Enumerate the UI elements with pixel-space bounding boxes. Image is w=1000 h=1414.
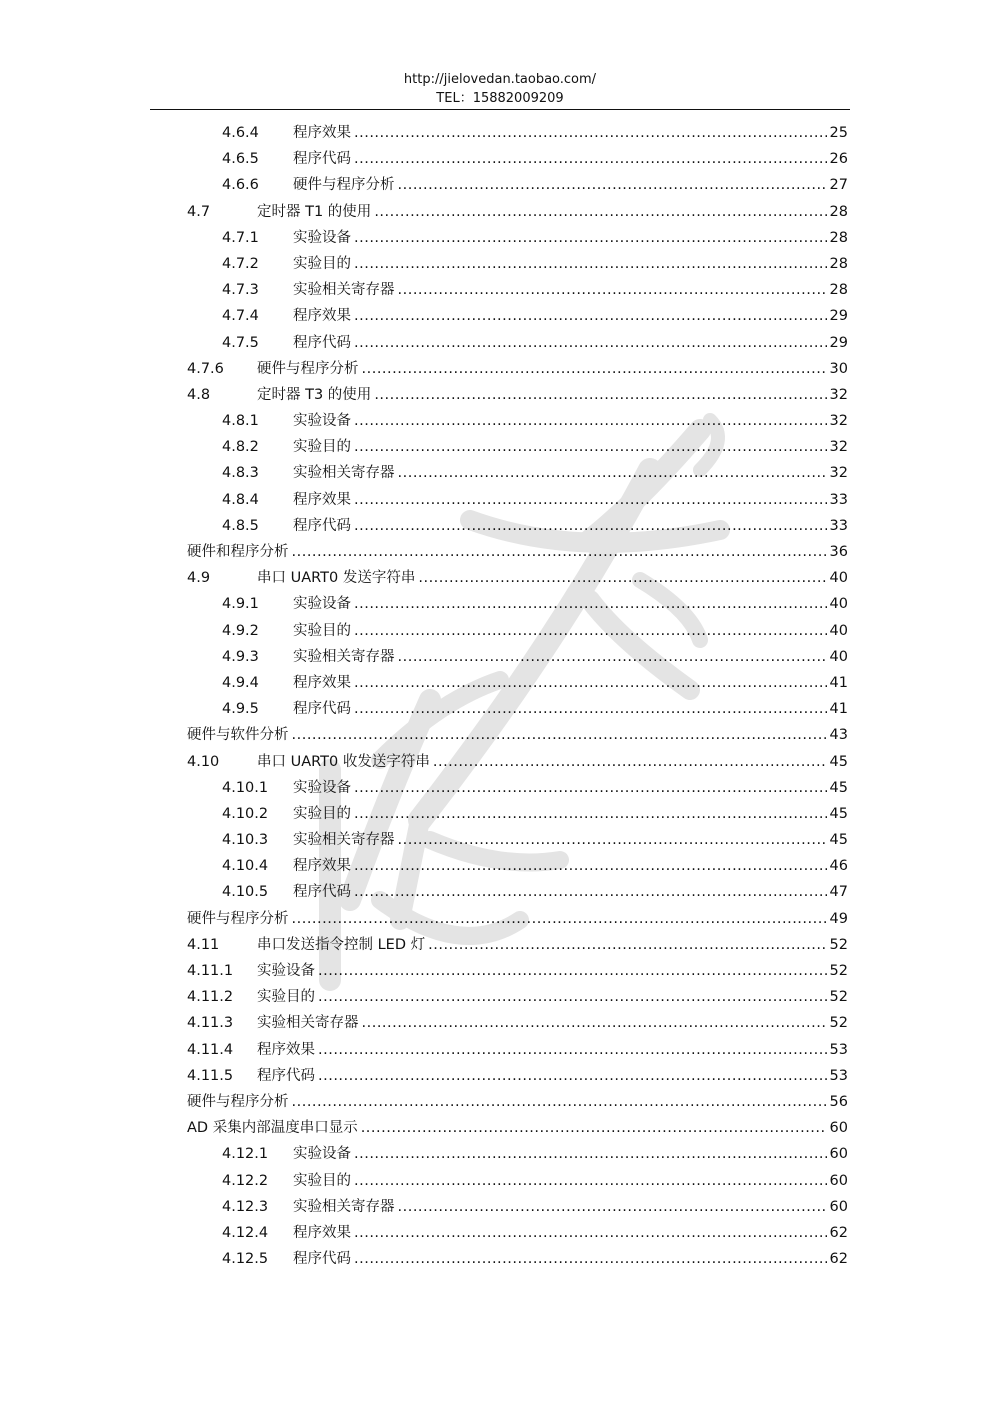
toc-entry-title: 程序代码 <box>293 151 351 168</box>
toc-entry-page: 26 <box>829 151 848 168</box>
toc-entry[interactable] <box>187 1116 848 1142</box>
toc-entry-title: 串口 UART0 收发送字符串 <box>257 753 430 770</box>
dot-leader <box>354 151 827 167</box>
dot-leader <box>318 963 827 979</box>
toc-entry[interactable] <box>187 331 848 357</box>
dot-leader <box>318 1042 827 1058</box>
dot-leader <box>354 230 827 246</box>
toc-entry-title: 程序代码 <box>293 884 351 901</box>
toc-entry-number: 4.10.4 <box>222 858 269 875</box>
dot-leader <box>354 623 827 639</box>
toc-entry-number: 4.9.4 <box>222 674 259 691</box>
toc-entry[interactable] <box>187 776 848 802</box>
toc-entry-title: 实验相关寄存器 <box>257 1015 359 1032</box>
toc-entry[interactable] <box>187 1142 848 1168</box>
dot-leader <box>354 1146 827 1162</box>
toc-entry-number: 4.8.4 <box>222 491 259 508</box>
toc-entry-page: 52 <box>829 1015 848 1032</box>
toc-entry-number: 4.9.1 <box>222 596 259 613</box>
toc-entry[interactable] <box>187 959 848 985</box>
toc-entry-title: 实验相关寄存器 <box>293 282 395 299</box>
toc-entry-number: 4.10.3 <box>222 832 269 849</box>
toc-entry-title: 实验相关寄存器 <box>293 1198 395 1215</box>
toc-entry-page: 32 <box>829 465 848 482</box>
dot-leader <box>398 465 827 481</box>
toc-entry-title: 程序效果 <box>293 491 351 508</box>
toc-entry[interactable] <box>187 697 848 723</box>
toc-entry-page: 40 <box>829 570 848 587</box>
toc-entry-page: 60 <box>829 1120 848 1137</box>
toc-entry-page: 29 <box>829 308 848 325</box>
dot-leader <box>361 1120 827 1136</box>
toc-entry[interactable] <box>187 461 848 487</box>
toc-entry-number: 4.7.2 <box>222 255 259 272</box>
toc-entry-number: 4.7.5 <box>222 334 259 351</box>
toc-entry[interactable] <box>187 645 848 671</box>
dot-leader <box>354 256 827 272</box>
toc-entry-page: 30 <box>829 360 848 377</box>
toc-entry-number: 4.12.5 <box>222 1251 269 1268</box>
toc-entry[interactable] <box>187 409 848 435</box>
toc-entry-number: 4.6.6 <box>222 177 259 194</box>
toc-entry-page: 41 <box>829 674 848 691</box>
toc-entry-title: 实验目的 <box>293 1172 351 1189</box>
toc-entry-title: 实验目的 <box>293 622 351 639</box>
toc-entry-number: 4.11 <box>187 936 220 953</box>
dot-leader <box>292 727 827 743</box>
header-divider <box>150 109 850 110</box>
toc-entry-title: 程序代码 <box>257 1067 315 1084</box>
page-header <box>150 70 850 108</box>
toc-entry[interactable] <box>187 1247 848 1273</box>
toc-entry-page: 28 <box>829 255 848 272</box>
toc-entry-title: 硬件与程序分析 <box>257 360 359 377</box>
toc-entry-number: 4.9.3 <box>222 648 259 665</box>
toc-entry-page: 40 <box>829 648 848 665</box>
toc-entry[interactable] <box>187 802 848 828</box>
dot-leader <box>354 1225 827 1241</box>
toc-entry[interactable] <box>187 383 848 409</box>
toc-entry-page: 53 <box>829 1041 848 1058</box>
toc-entry-page: 45 <box>829 832 848 849</box>
dot-leader <box>354 439 827 455</box>
dot-leader <box>398 282 827 298</box>
toc-entry-page: 29 <box>829 334 848 351</box>
toc-entry[interactable] <box>187 540 848 566</box>
toc-entry-page: 49 <box>829 910 848 927</box>
toc-entry-number: 4.11.4 <box>187 1041 234 1058</box>
toc-entry-page: 32 <box>829 386 848 403</box>
toc-entry-title: 定时器 T1 的使用 <box>257 203 372 220</box>
toc-entry-number: 4.11.3 <box>187 1015 234 1032</box>
dot-leader <box>292 911 827 927</box>
toc-entry-number: 4.7.3 <box>222 282 259 299</box>
toc-entry[interactable] <box>187 880 848 906</box>
toc-entry-page: 60 <box>829 1146 848 1163</box>
toc-entry-number: 4.8.1 <box>222 413 259 430</box>
toc-entry-page: 25 <box>829 125 848 141</box>
toc-entry-page: 41 <box>829 701 848 718</box>
toc-entry-title: 程序效果 <box>293 125 351 141</box>
toc-entry-title: 硬件与程序分析 <box>187 910 289 927</box>
toc-entry-page: 56 <box>829 1093 848 1110</box>
toc-entry[interactable] <box>187 1038 848 1064</box>
toc-entry-title: 程序效果 <box>293 674 351 691</box>
dot-leader <box>354 492 827 508</box>
toc-entry-number: 4.11.1 <box>187 963 234 979</box>
toc-entry-page: 45 <box>829 753 848 770</box>
toc-entry-number: 4.10 <box>187 753 220 770</box>
toc-entry[interactable] <box>187 854 848 880</box>
toc-entry-number: 4.9.5 <box>222 701 259 718</box>
toc-entry-page: 28 <box>829 282 848 299</box>
dot-leader <box>354 308 827 324</box>
toc-entry[interactable] <box>187 1169 848 1195</box>
toc-entry-title: 程序代码 <box>293 517 351 534</box>
dot-leader <box>398 649 827 665</box>
toc-entry-title: 硬件和程序分析 <box>187 544 289 560</box>
dot-leader <box>354 884 827 900</box>
toc-entry-page: 60 <box>829 1172 848 1189</box>
dot-leader <box>433 754 827 770</box>
dot-leader <box>354 335 827 351</box>
toc-entry-title: 程序代码 <box>293 701 351 718</box>
toc-entry-number: 4.10.1 <box>222 779 269 796</box>
dot-leader <box>398 1199 827 1215</box>
toc-entry-number: 4.7.4 <box>222 308 259 325</box>
toc-entry-page: 53 <box>829 1067 848 1084</box>
toc-entry-title: 串口 UART0 发送字符串 <box>257 570 416 587</box>
toc-entry-title: 实验设备 <box>257 963 315 979</box>
toc-entry-title: 程序效果 <box>293 308 351 325</box>
dot-leader <box>374 204 826 220</box>
dot-leader <box>354 518 827 534</box>
toc-entry-title: 实验相关寄存器 <box>293 832 395 849</box>
toc-entry[interactable] <box>187 488 848 514</box>
toc-entry[interactable] <box>187 907 848 933</box>
toc-entry-title: 实验设备 <box>293 1146 351 1163</box>
toc-entry-number: 4.7.1 <box>222 229 259 246</box>
toc-entry-number: 4.8.5 <box>222 517 259 534</box>
toc-entry[interactable] <box>187 173 848 199</box>
dot-leader <box>354 1173 827 1189</box>
toc-entry-page: 40 <box>829 622 848 639</box>
dot-leader <box>318 989 827 1005</box>
toc-entry[interactable] <box>187 278 848 304</box>
toc-entry-title: 硬件与软件分析 <box>187 727 289 744</box>
toc-entry-number: 4.12.1 <box>222 1146 269 1163</box>
dot-leader <box>354 1251 827 1267</box>
toc-entry[interactable] <box>187 147 848 173</box>
toc-entry[interactable] <box>187 357 848 383</box>
toc-entry-title: 定时器 T3 的使用 <box>257 386 372 403</box>
dot-leader <box>398 177 827 193</box>
toc-entry-title: 实验设备 <box>293 413 351 430</box>
dot-leader <box>418 570 826 586</box>
dot-leader <box>354 701 827 717</box>
toc-entry-page: 28 <box>829 229 848 246</box>
toc-entry-title: 串口发送指令控制 LED 灯 <box>257 936 426 953</box>
dot-leader <box>362 361 827 377</box>
toc-entry[interactable] <box>187 985 848 1011</box>
toc-entry-title: 实验目的 <box>257 989 315 1006</box>
toc-entry-page: 47 <box>829 884 848 901</box>
toc-entry[interactable] <box>187 435 848 461</box>
dot-leader <box>354 413 827 429</box>
toc-entry[interactable] <box>187 828 848 854</box>
toc-entry-page: 36 <box>829 544 848 560</box>
header-tel: TEL：15882009209 <box>436 91 564 106</box>
toc-entry-number: 4.8.2 <box>222 439 259 456</box>
toc-entry[interactable] <box>187 592 848 618</box>
toc-entry[interactable] <box>187 671 848 697</box>
toc-entry-title: 实验目的 <box>293 805 351 822</box>
toc-entry-title: 程序代码 <box>293 1251 351 1268</box>
toc-entry[interactable] <box>187 750 848 776</box>
toc-entry-page: 45 <box>829 779 848 796</box>
dot-leader <box>354 675 827 691</box>
toc-entry[interactable] <box>187 121 848 147</box>
toc-entry-title: AD 采集内部温度串口显示 <box>187 1120 358 1137</box>
toc-entry-title: 程序代码 <box>293 334 351 351</box>
toc-entry[interactable] <box>187 1090 848 1116</box>
toc-entry-page: 52 <box>829 936 848 953</box>
toc-entry[interactable] <box>187 226 848 252</box>
toc-entry-title: 程序效果 <box>257 1041 315 1058</box>
dot-leader <box>354 596 827 612</box>
toc-entry-title: 实验设备 <box>293 596 351 613</box>
toc-entry-number: 4.9 <box>187 570 211 587</box>
toc-entry-page: 52 <box>829 989 848 1006</box>
toc-entry-page: 62 <box>829 1251 848 1268</box>
toc-entry-number: 4.12.3 <box>222 1198 269 1215</box>
toc-entry-page: 40 <box>829 596 848 613</box>
dot-leader <box>362 1015 827 1031</box>
toc-entry-title: 实验相关寄存器 <box>293 465 395 482</box>
toc-entry-title: 硬件与程序分析 <box>293 177 395 194</box>
dot-leader <box>292 1094 827 1110</box>
toc-entry-number: 4.12.4 <box>222 1224 269 1241</box>
toc-entry-page: 28 <box>829 203 848 220</box>
toc-entry[interactable] <box>187 252 848 278</box>
toc-entry[interactable] <box>187 1064 848 1090</box>
toc-entry[interactable] <box>187 933 848 959</box>
toc-entry-page: 32 <box>829 439 848 456</box>
toc-entry-page: 52 <box>829 963 848 979</box>
dot-leader <box>374 387 826 403</box>
dot-leader <box>354 806 827 822</box>
toc-entry[interactable] <box>187 514 848 540</box>
toc-entry-title: 程序效果 <box>293 1224 351 1241</box>
toc-entry-number: 4.10.5 <box>222 884 269 901</box>
toc-entry-title: 实验相关寄存器 <box>293 648 395 665</box>
dot-leader <box>318 1068 827 1084</box>
toc-entry-page: 45 <box>829 805 848 822</box>
toc-entry-page: 33 <box>829 517 848 534</box>
dot-leader <box>354 125 827 141</box>
toc-entry-number: 4.8.3 <box>222 465 259 482</box>
toc-entry-page: 60 <box>829 1198 848 1215</box>
toc-entry-number: 4.6.4 <box>222 125 259 141</box>
toc-entry-title: 硬件与程序分析 <box>187 1093 289 1110</box>
dot-leader <box>354 780 827 796</box>
toc-entry[interactable] <box>187 1195 848 1221</box>
toc-entry-number: 4.6.5 <box>222 151 259 168</box>
dot-leader <box>292 544 827 560</box>
toc-entry[interactable] <box>187 200 848 226</box>
toc-entry-title: 程序效果 <box>293 858 351 875</box>
dot-leader <box>398 832 827 848</box>
toc-entry-number: 4.11.2 <box>187 989 234 1006</box>
toc-entry-number: 4.11.5 <box>187 1067 234 1084</box>
toc-entry-page: 33 <box>829 491 848 508</box>
toc-entry-number: 4.9.2 <box>222 622 259 639</box>
dot-leader <box>354 858 827 874</box>
toc-entry-title: 实验目的 <box>293 255 351 272</box>
toc-entry[interactable] <box>187 566 848 592</box>
toc-entry[interactable] <box>187 304 848 330</box>
toc-entry-title: 实验设备 <box>293 229 351 246</box>
header-url: http://jielovedan.taobao.com/ <box>403 72 597 87</box>
toc-entry-number: 4.10.2 <box>222 805 269 822</box>
toc-entry-page: 46 <box>829 858 848 875</box>
toc-entry-page: 62 <box>829 1224 848 1241</box>
toc-entry-page: 27 <box>829 177 848 194</box>
dot-leader <box>428 937 826 953</box>
toc-entry-title: 实验设备 <box>293 779 351 796</box>
toc-entry-title: 实验目的 <box>293 439 351 456</box>
toc-entry-page: 32 <box>829 413 848 430</box>
toc-entry[interactable] <box>187 723 848 749</box>
toc-entry[interactable] <box>187 1221 848 1247</box>
table-of-contents <box>187 121 848 1273</box>
toc-entry-number: 4.8 <box>187 386 211 403</box>
toc-entry-number: 4.7.6 <box>187 360 224 377</box>
toc-entry[interactable] <box>187 1011 848 1037</box>
toc-entry-page: 43 <box>829 727 848 744</box>
toc-entry-number: 4.7 <box>187 203 211 220</box>
toc-entry[interactable] <box>187 619 848 645</box>
toc-entry-number: 4.12.2 <box>222 1172 269 1189</box>
